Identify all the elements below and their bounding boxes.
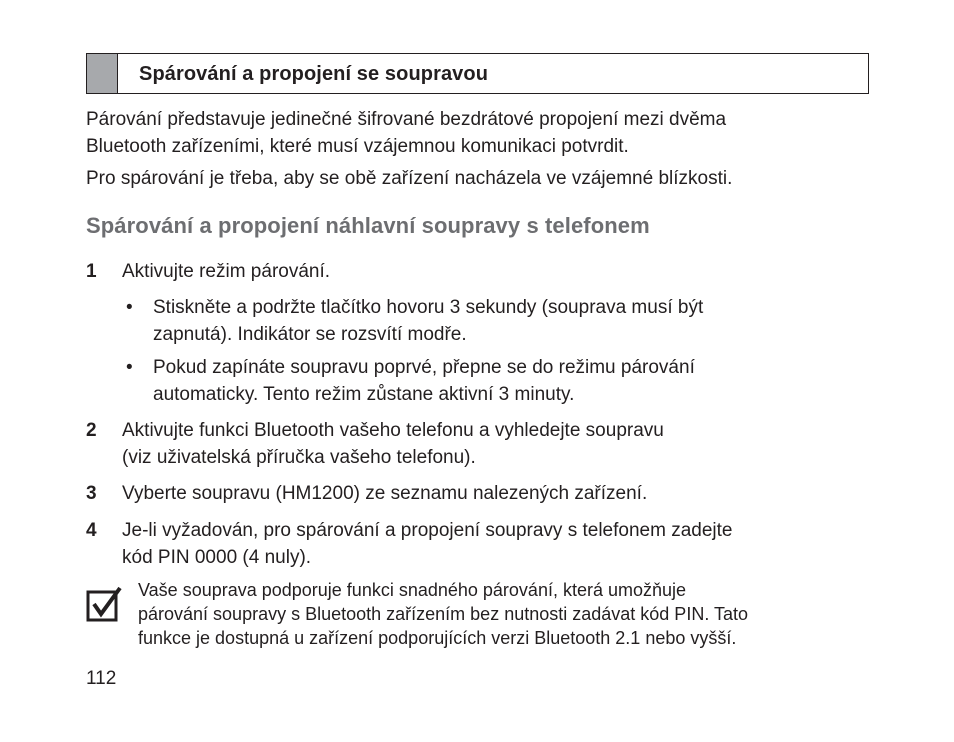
- section-header: [86, 53, 869, 94]
- page-number: 112: [86, 668, 117, 689]
- section-header-tab: [87, 54, 118, 93]
- intro-paragraph-1: [86, 106, 869, 160]
- step-number: 2: [86, 420, 97, 441]
- bullet-line: Stiskněte a podržte tlačítko hovoru 3 sekundy (souprava musí být: [153, 297, 704, 318]
- bullet-text: [153, 354, 853, 408]
- step-number: 3: [86, 483, 97, 504]
- intro-paragraph-1-line-1: Párování představuje jedinečné šifrované bezdrátové propojení mezi dvěma: [86, 109, 727, 130]
- step-number: 4: [86, 520, 97, 541]
- note-line: Vaše souprava podporuje funkci snadného párování, která umožňuje: [138, 580, 687, 600]
- note-line: funkce je dostupná u zařízení podporujících verzi Bluetooth 2.1 nebo vyšší.: [138, 628, 737, 648]
- step-line: (viz uživatelská příručka vašeho telefonu).: [122, 447, 476, 468]
- step-line: Vyberte soupravu (HM1200) ze seznamu nalezených zařízení.: [122, 483, 648, 504]
- step-line: Je-li vyžadován, pro spárování a propojení soupravy s telefonem zadejte: [122, 520, 733, 541]
- bullet-line: zapnutá). Indikátor se rozsvítí modře.: [153, 324, 467, 345]
- step-line: kód PIN 0000 (4 nuly).: [122, 547, 312, 568]
- note-text: [138, 578, 873, 650]
- section-title: Spárování a propojení se soupravou: [139, 63, 489, 85]
- intro-paragraph-2: Pro spárování je třeba, aby se obě zařízení nacházela ve vzájemné blízkosti.: [86, 168, 733, 189]
- intro-paragraph-1-line-2: Bluetooth zařízeními, které musí vzájemnou komunikaci potvrdit.: [86, 136, 629, 157]
- note-line: párování soupravy s Bluetooth zařízením bez nutnosti zadávat kód PIN. Tato: [138, 604, 749, 624]
- bullet-line: automaticky. Tento režim zůstane aktivní 3 minuty.: [153, 384, 575, 405]
- step-text: [122, 417, 862, 471]
- step-line: Aktivujte funkci Bluetooth vašeho telefonu a vyhledejte soupravu: [122, 420, 664, 441]
- manual-page: [86, 53, 869, 689]
- bullet-line: Pokud zapínáte soupravu poprvé, přepne se do režimu párování: [153, 357, 695, 378]
- step-text: [122, 517, 862, 571]
- checkbox-check-icon: [86, 586, 122, 622]
- bullet-text: [153, 294, 853, 348]
- step-text: [122, 258, 862, 285]
- step-number: 1: [86, 261, 97, 282]
- step-line: Aktivujte režim párování.: [122, 261, 331, 282]
- bullet-icon: •: [126, 357, 133, 378]
- subheading: Spárování a propojení náhlavní soupravy s telefonem: [86, 213, 650, 238]
- step-text: [122, 480, 862, 507]
- bullet-icon: •: [126, 297, 133, 318]
